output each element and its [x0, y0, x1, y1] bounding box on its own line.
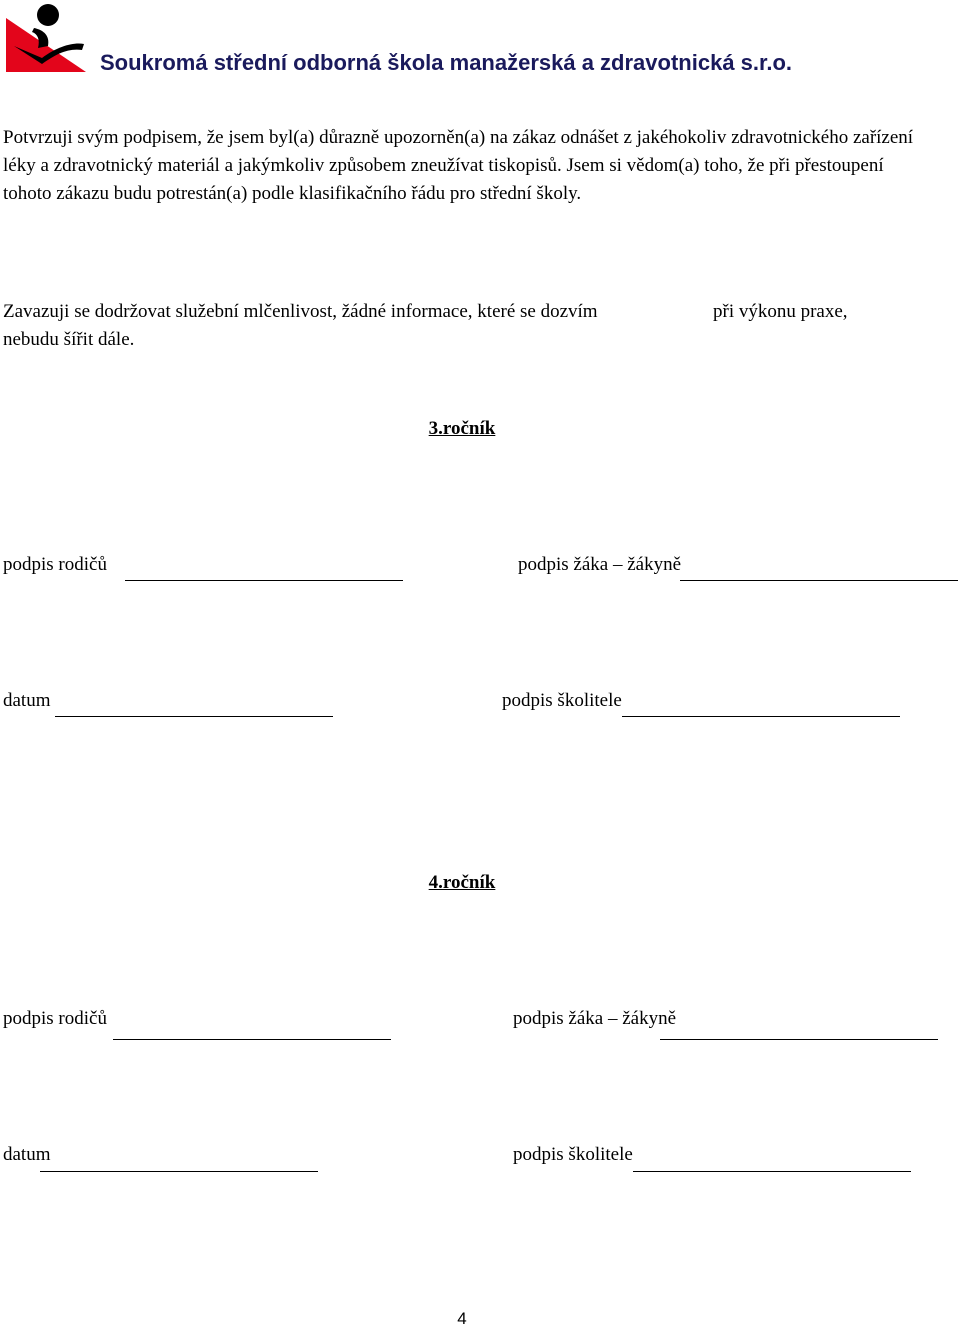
student-signature-line[interactable]: [660, 1039, 938, 1040]
date-line[interactable]: [55, 716, 333, 717]
student-signature-label: podpis žáka – žákyně: [518, 554, 682, 575]
date-label: datum: [3, 1144, 51, 1165]
date-line[interactable]: [40, 1171, 318, 1172]
confidentiality-text-2: při výkonu praxe,: [713, 301, 848, 322]
trainer-signature-line[interactable]: [633, 1171, 911, 1172]
confidentiality-paragraph: [3, 298, 923, 354]
parents-signature-line[interactable]: [113, 1039, 391, 1040]
section-heading-4: 4.ročník: [428, 872, 496, 893]
confidentiality-text-3: nebudu šířit dále.: [3, 329, 135, 350]
school-name: Soukromá střední odborná škola manažerská a zdravotnická s.r.o.: [100, 50, 793, 75]
date-label: datum: [3, 690, 51, 711]
parents-signature-label: podpis rodičů: [3, 554, 107, 575]
confidentiality-text-1: Zavazuji se dodržovat služební mlčenlivost, žádné informace, které se dozvím: [3, 301, 598, 322]
parents-signature-label: podpis rodičů: [3, 1008, 107, 1029]
declaration-text: Potvrzuji svým podpisem, že jsem byl(a) důrazně upozorněn(a) na zákaz odnášet z jakéhokoliv zdravotnického zařízení léky a zdravotnický materiál a jakýmkoliv způsobem zneužívat tiskopisů. Jsem si vědom(a) toho, že při přestoupení tohoto zákazu budu potrestán(a) podle klasifikačního řádu pro střední školy.: [3, 127, 914, 204]
student-signature-line[interactable]: [680, 580, 958, 581]
trainer-signature-label: podpis školitele: [513, 1144, 633, 1165]
page-number: 4: [457, 1309, 467, 1328]
section-heading-3: 3.ročník: [428, 418, 496, 439]
school-logo-icon: [4, 2, 88, 74]
trainer-signature-line[interactable]: [622, 716, 900, 717]
parents-signature-line[interactable]: [125, 580, 403, 581]
student-signature-label: podpis žáka – žákyně: [513, 1008, 677, 1029]
declaration-paragraph: [3, 124, 923, 208]
trainer-signature-label: podpis školitele: [502, 690, 622, 711]
